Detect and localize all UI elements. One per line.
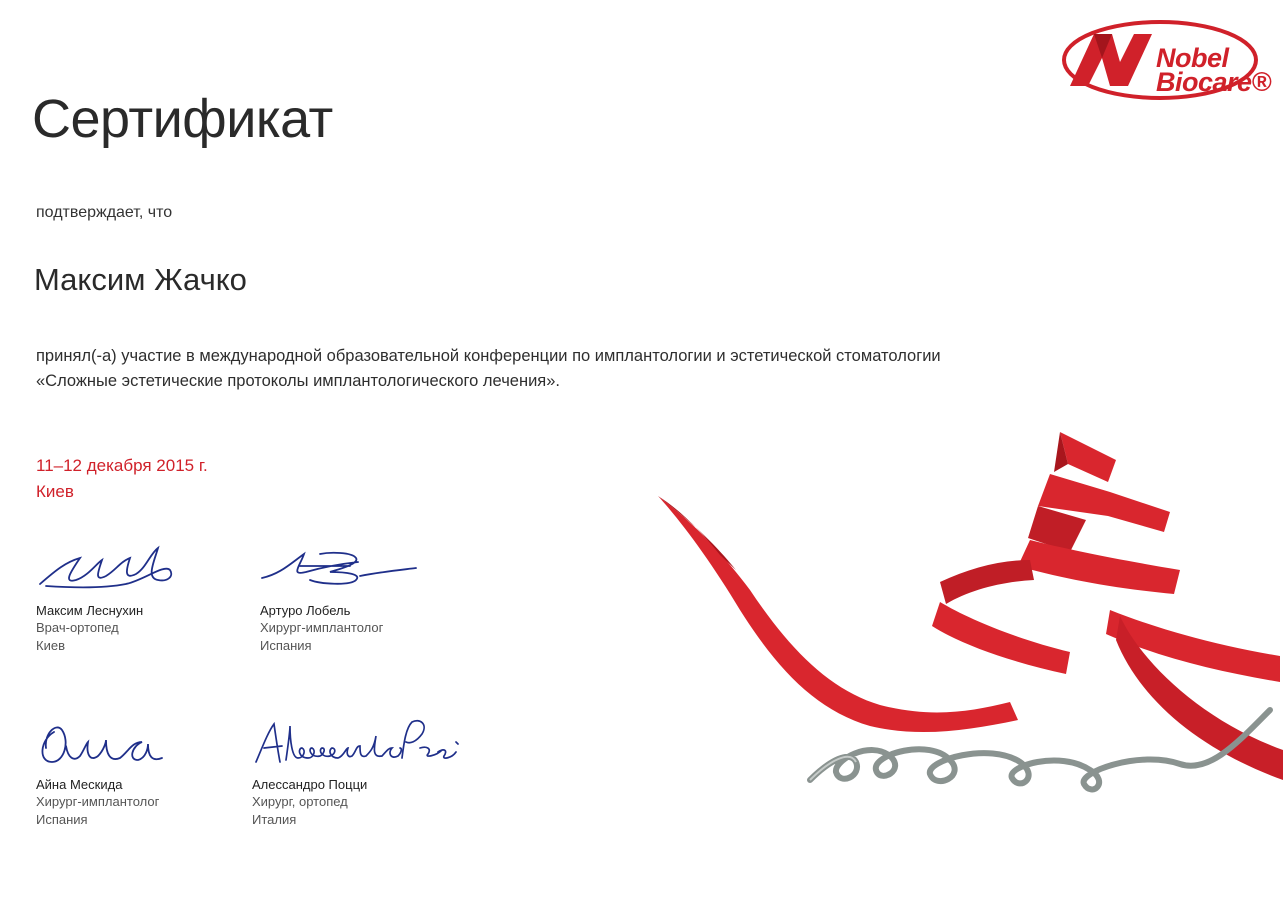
description-line-1: принял(-а) участие в международной образовательной конференции по имплантологии и эстетической стоматологии	[36, 347, 941, 365]
signatory-place: Испания	[260, 638, 312, 653]
signatory-name: Алессандро Поцци	[252, 777, 368, 792]
logo-line-1: Nobel	[1156, 43, 1229, 73]
signatory-role: Хирург-имплантолог	[260, 620, 384, 635]
description-line-2: «Сложные эстетические протоколы имплантологического лечения».	[36, 372, 560, 390]
confirm-text: подтверждает, что	[36, 204, 173, 221]
handwritten-signature-4	[252, 712, 462, 770]
event-date-place	[36, 453, 208, 505]
signatory-2	[260, 540, 460, 655]
handwritten-signature-2	[260, 540, 420, 596]
signatory-4	[252, 712, 452, 829]
signatory-name: Артуро Лобель	[260, 603, 351, 618]
ribbon-top	[1060, 432, 1116, 482]
handwritten-signature-3	[36, 712, 166, 770]
handwritten-signature-1	[36, 540, 186, 596]
event-description	[36, 344, 1236, 394]
logo-wordmark	[1156, 43, 1271, 97]
signatory-name: Максим Леснухин	[36, 603, 144, 618]
certificate-title: Сертификат	[32, 89, 333, 149]
signatory-name: Айна Мескида	[36, 777, 123, 792]
logo-line-2: Biocare®	[1156, 67, 1271, 97]
event-city: Киев	[36, 482, 74, 501]
signatory-role: Хирург-имплантолог	[36, 794, 160, 809]
event-date: 11–12 декабря 2015 г.	[36, 456, 208, 475]
signatory-role: Хирург, ортопед	[252, 794, 348, 809]
ribbon-tier-2	[1018, 540, 1180, 594]
signatory-place: Испания	[36, 812, 88, 827]
signatory-1	[36, 540, 236, 655]
ribbon-tree-illustration	[640, 420, 1283, 820]
signatory-place: Италия	[252, 812, 297, 827]
signatory-role: Врач-ортопед	[36, 620, 119, 635]
signatory-3	[36, 712, 236, 829]
signatory-place: Киев	[36, 638, 65, 653]
ribbon-swoosh	[658, 496, 1018, 732]
ribbon-tier-2-left	[940, 560, 1034, 604]
ribbon-tier-3	[932, 602, 1070, 674]
nobel-biocare-logo	[1060, 18, 1271, 102]
recipient-name: Максим Жачко	[34, 262, 247, 297]
